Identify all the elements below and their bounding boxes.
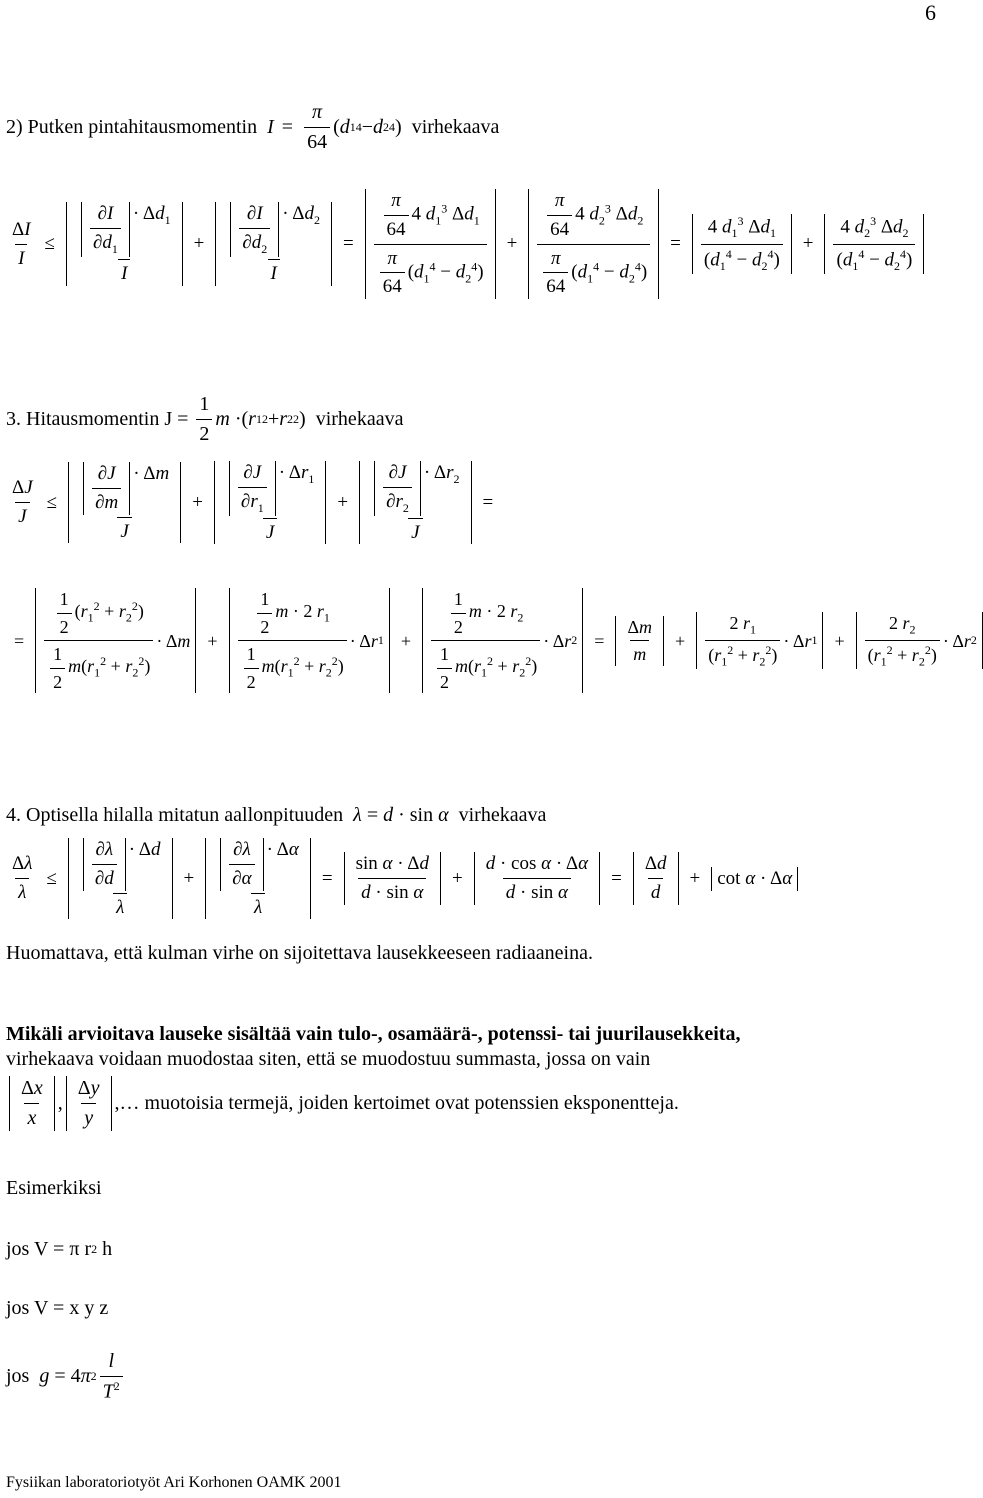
paragraph-rule bbox=[6, 1022, 954, 1131]
s4-error-formula: $\frac{\Delta\lambda}{\lambda}$ ≤ $\frac{\partial\lambda}{\partial d}$ · Δd λ + $\frac{\partial\lambda}{\partial\alpha}$ · Δα λ = $\frac{\text{sin α · Δd}}{\text{d · sin α}}$ + $\frac{\text{d · cos α · Δα}}{\text{d · sin α}}$ = $\frac{\Delta d}{d}$ + cot α · Δ α bbox=[6, 838, 954, 919]
section-2 bbox=[6, 100, 954, 299]
paragraph-line2: virhekaava voidaan muodostaa siten, että se muodostuu summasta, jossa on vain bbox=[6, 1048, 651, 1070]
section-3 bbox=[6, 392, 977, 693]
paragraph-line3: $\frac{\Delta x}{x}$ , $\frac{\Delta y}{y}$ ,… muotoisia termejä, joiden kertoimet ovat potenssien eksponentteja. bbox=[6, 1076, 954, 1131]
examples-heading: Esimerkiksi bbox=[6, 1177, 102, 1199]
s2-heading: 2) Putken pintahitausmomentin I = $\frac{\pi}{64}$ ( d 1 4 − d 2 4 ) virhekaava bbox=[6, 101, 500, 153]
page-number: 6 bbox=[925, 0, 936, 25]
s2-title: Putken pintahitausmomentin bbox=[27, 116, 258, 138]
example-3: jos g = 4 π 2 $\frac{l}{T^2}$ bbox=[6, 1349, 954, 1405]
example-1: jos V = π r 2 h bbox=[6, 1238, 113, 1260]
s2-error-formula: $\frac{\Delta I}{I}$ ≤ $\frac{\partial I}{\partial d_1}$ · $\Delta d_1$ I + $\frac{\partial I}{\partial d_2}$ · $\Delta d_2$ I = $\frac{\pi}{64}$ 4 $d_1^3$ $\Delta d_1$ $\frac{\pi}{64}$ $(d_1^4 - d_2^4)$ + $\frac{\pi}{64}$ 4 $d_2^3$ $\Delta d_2$ $\frac{\pi}{64}$ $(d_1^4 - d_2^4)$ = $\frac{4 d_1^3 \Delta d_1}{(d_1^4 - d_2^4)}$ + $\frac{4 d_2^3 \Delta d_2}{(d_1^4 - d_2^4)}$ bbox=[6, 189, 954, 299]
s2-number: 2) bbox=[6, 116, 23, 138]
s3-error-formula-1: $\frac{\Delta J}{J}$ ≤ $\frac{\partial J}{\partial m}$ · Δm J + $\frac{\partial J}{\partial r_1}$ · $\Delta r_1$ J + $\frac{\partial J}{\partial r_2}$ · $\Delta r_2$ J = bbox=[12, 462, 494, 543]
footer: Fysiikan laboratoriotyöt Ari Korhonen OAMK 2001 bbox=[6, 1474, 342, 1491]
paragraph-bold: Mikäli arvioitava lauseke sisältää vain tulo-, osamäärä-, potenssi- tai juurilausekkeita, bbox=[6, 1023, 741, 1045]
s3-title: 3. Hitausmomentin J = bbox=[6, 408, 189, 430]
s3-tail: virhekaava bbox=[315, 408, 404, 430]
s3-error-formula-2: = $\frac{1}{2}$ $(r_1^2 + r_2^2)$ $\frac{1}{2}$ $m(r_1^2 + r_2^2)$ · Δ m + $\frac{1}{2}$ m · 2 $r_1$ $\frac{1}{2}$ $m(r_1^2 + r_2^2)$ · Δ r 1 + $\frac{1}{2}$ m · 2 $r_2$ $\frac{1}{2}$ $m(r_1^2 + r_2^2)$ · Δ r 2 = $\frac{\Delta m}{m}$ + $\frac{2 r_1}{(r_1^2 + r_2^2)}$ · Δ r 1 + $\frac{2 r_2}{(r_1^2 + r_2^2)}$ · Δ r 2 bbox=[6, 588, 954, 693]
section-4 bbox=[6, 803, 954, 966]
s4-title: 4. Optisella hilalla mitatun aallonpituuden bbox=[6, 804, 344, 826]
s4-tail: virhekaava bbox=[458, 804, 547, 826]
s2-tail: virhekaava bbox=[411, 116, 500, 138]
s3-heading: 3. Hitausmomentin J = $\frac{1}{2}$ m ·( r 1 2 + r 2 2 ) virhekaava bbox=[6, 393, 404, 445]
example-2: jos V = x y z bbox=[6, 1297, 109, 1319]
s2-lhs: I bbox=[267, 116, 274, 138]
s4-note: Huomattava, että kulman virhe on sijoitettava lausekkeeseen radiaaneina. bbox=[6, 942, 593, 965]
s2-pi-frac: $\frac{\pi}{64}$ bbox=[304, 100, 330, 155]
s4-heading: 4. Optisella hilalla mitatun aallonpituuden λ = d · sin α virhekaava bbox=[6, 804, 547, 826]
examples bbox=[6, 1176, 954, 1405]
